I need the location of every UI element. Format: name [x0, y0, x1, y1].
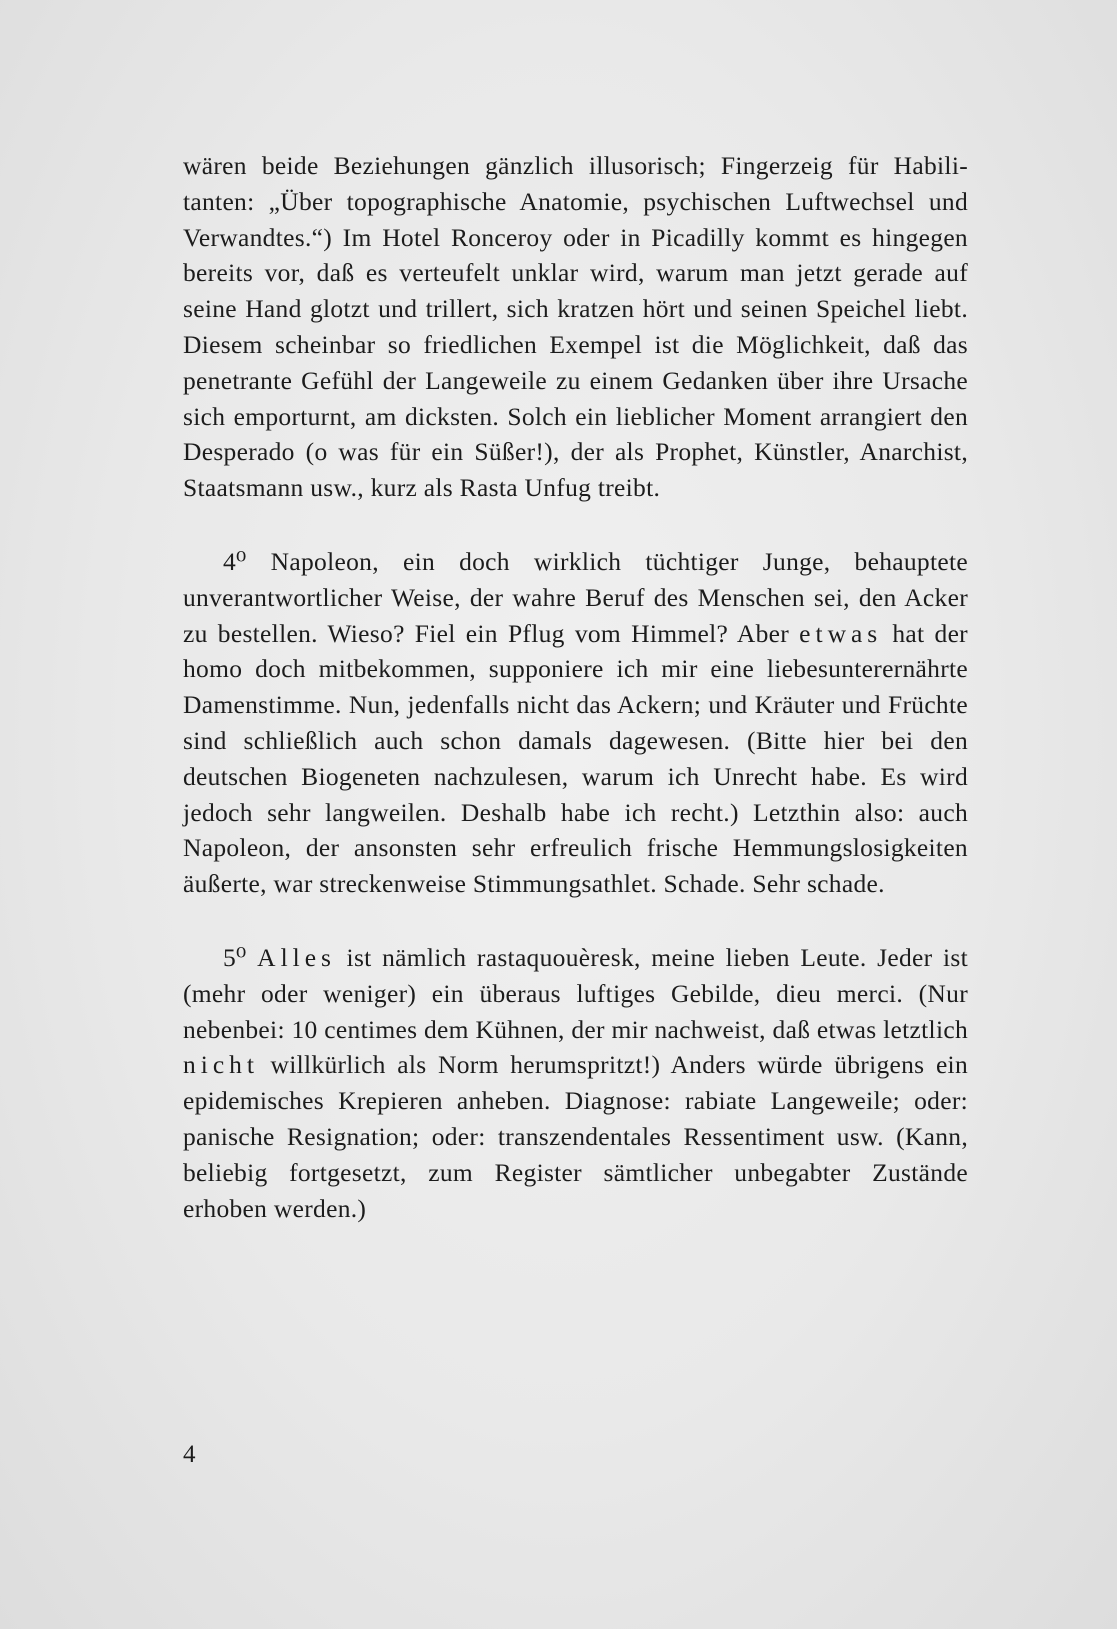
paragraph-text: 4⁰ Napoleon, ein doch wirklich tüchtiger Junge, behauptete unverantwortlicher Weise, der wahre Beruf des Menschen sei, den Acker zu bestellen. Wieso? Fiel ein Pflug vom Himmel? Aber	[183, 546, 968, 648]
paragraph-continued	[183, 148, 968, 506]
body-text	[183, 148, 968, 1226]
section-number: 5⁰	[223, 942, 258, 972]
emphasized-word: Alles	[257, 942, 336, 972]
paragraph-text: hat der homo doch mitbekommen, supponiere ich mir eine liebesunterernährte Damenstimme. Nun, jedenfalls nicht das Ackern; und Kräuter und Früchte sind schließlich auch schon damals dagewesen. (Bitte hier bei den deutschen Biogeneten nachzulesen, warum ich Unrecht habe. Es wird jedoch sehr langweilen. Deshalb habe ich recht.) Letzthin also: auch Napoleon, der ansonsten sehr erfreulich frische Hemmungslosigkeiten äußerte, war streckenweise Stimmungsathlet. Schade. Sehr schade.	[183, 618, 968, 899]
emphasized-word: etwas	[799, 618, 883, 648]
emphasized-word: nicht	[183, 1050, 259, 1080]
paragraph-4-napoleon	[183, 544, 968, 902]
paragraph-5-alles	[183, 940, 968, 1226]
paragraph-text: willkürlich als Norm herumspritzt!) Anders würde übrigens ein epidemisches Krepieren anheben. Diagnose: rabiate Langeweile; oder: panische Resignation; oder: transzendentales Ressentiment usw. (Kann, beliebig fortgesetzt, zum Register sämtlicher unbegabter Zustände erhoben werden.)	[183, 1050, 968, 1223]
paragraph-text: wären beide Beziehungen gänzlich illusorisch; Fingerzeig für Habili-tanten: „Über topographische Anatomie, psychischen Luftwechsel und Verwandtes.“) Im Hotel Ronceroy oder in Picadilly kommt es hingegen bereits vor, daß es verteufelt unklar wird, warum man jetzt gerade auf seine Hand glotzt und trillert, sich kratzen hört und seinen Speichel liebt. Diesem scheinbar so friedlichen Exempel ist die Möglichkeit, daß das penetrante Gefühl der Langeweile zu einem Gedanken über ihre Ursache sich emporturnt, am dicksten. Solch ein lieblicher Moment arrangiert den Desperado (o was für ein Süßer!), der als Prophet, Künstler, Anarchist, Staatsmann usw., kurz als Rasta Unfug treibt.	[183, 151, 968, 503]
page-number: 4	[183, 1441, 196, 1468]
paragraph-text: ist nämlich rastaquouèresk, meine lieben Leute. Jeder ist (mehr oder weniger) ein überaus luftiges Gebilde, dieu merci. (Nur nebenbei: 10 centimes dem Kühnen, der mir nachweist, daß etwas letztlich	[183, 942, 969, 1044]
